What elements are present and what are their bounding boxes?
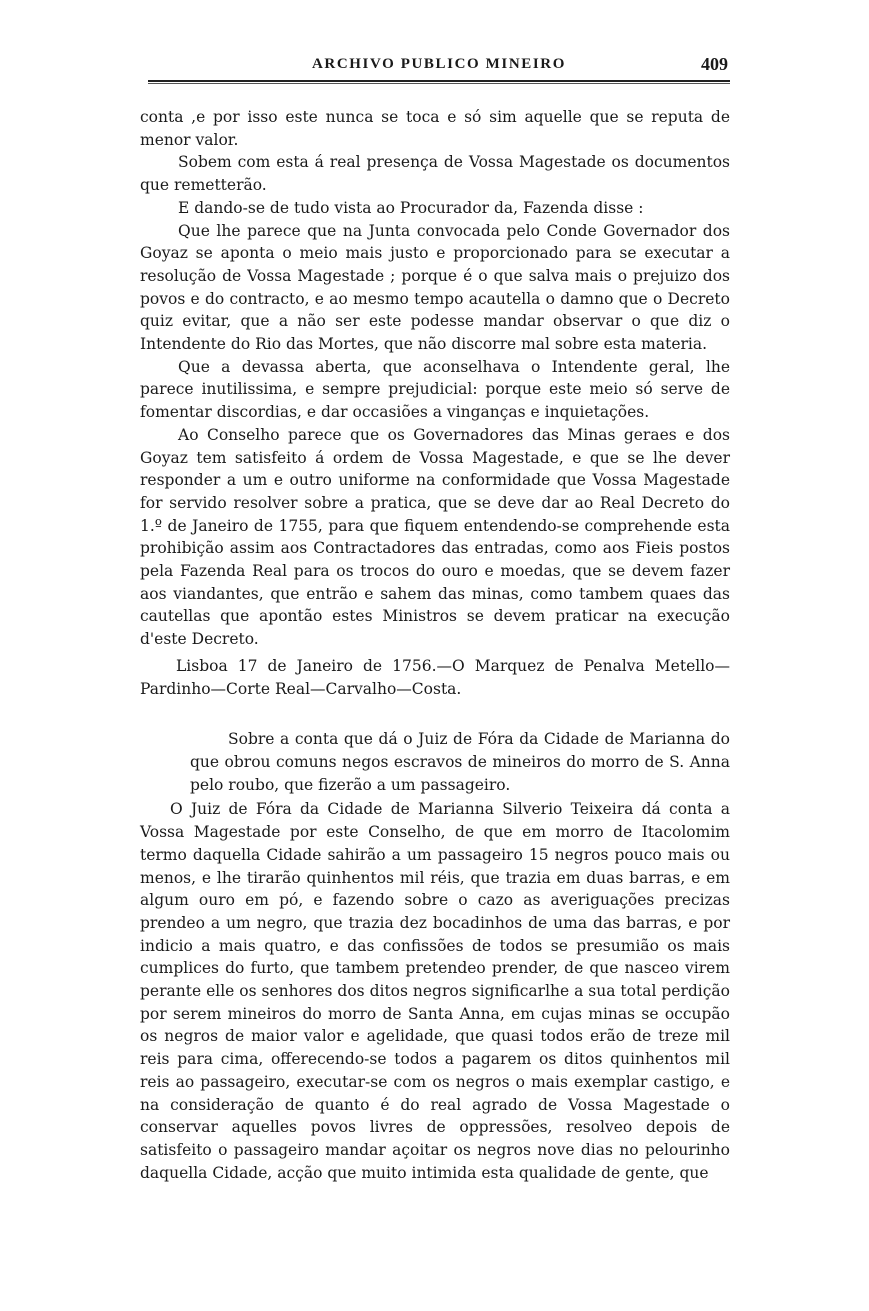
paragraph: Que lhe parece que na Junta convocada pelo Conde Governador dos Goyaz se aponta o meio mais justo e proporcionado para se executar a resolução de Vossa Magestade ; porque é o que salva mais o prejuizo dos povos e do contracto, e ao mesmo tempo acautella o damno que o Decreto quiz evitar, que a não ser este podesse mandar observar o que diz o Intendente do Rio das Mortes, que não discorre mal sobre esta materia. [140,221,730,354]
signature-line: Lisboa 17 de Janeiro de 1756.—O Marquez de Penalva Metello—Pardinho—Corte Real—Carvalho—Costa. [140,656,730,698]
paragraph: Que a devassa aberta, que aconselhava o Intendente geral, lhe parece inutilissima, e sempre prejudicial: porque este meio só serve de fomentar discordias, e dar occasiões a vinganças e inquietações. [140,357,730,422]
paragraph: Sobem com esta á real presença de Vossa Magestade os documentos que remetterão. [140,153,730,195]
paragraph: conta ,e por isso este nunca se toca e só sim aquelle que se reputa de menor valor. [140,108,730,149]
running-title: ARCHIVO PUBLICO MINEIRO [311,56,566,72]
paragraph: O Juiz de Fóra da Cidade de Marianna Silverio Teixeira dá conta a Vossa Magestade por este Conselho, de que em morro de Itacolomim termo daquella Cidade sahirão a um passageiro 15 negros pouco mais ou menos, e lhe tirarão quinhentos mil réis, que trazia em duas barras, e em algum ouro em pó, e fazendo sobre o cazo as averiguações precizas prendeo a um negro, que trazia dez bocadinhos de uma das barras, e por indicio a mais quatro, e das confissões de todos se presumião os mais cumplices do furto, que tambem pretendeo prender, de que nasceo virem perante elle os senhores dos ditos negros significarlhe a sua total perdição por serem mineiros do morro de Santa Anna, em cujas minas se occupão os negros de maior valor e agelidade, que quasi todos erão de treze mil reis para cima, offerecendo-se todos a pagarem os ditos quinhentos mil reis ao passageiro, executar-se com os negros o mais exemplar castigo, e na consideração de quanto é do real agrado de Vossa Magestade o conservar aquelles povos livres de oppressões, resolveo depois de satisfeito o passageiro mandar açoitar os negros nove dias no pelourinho daquella Cidade, acção que muito intimida esta qualidade de gente, que [140,800,730,1182]
section-summary: Sobre a conta que dá o Juiz de Fóra da Cidade de Marianna do que obrou comuns negos escravos de mineiros do morro de S. Anna pelo roubo, que fizerão a um passageiro. [190,730,730,794]
body-text [140,106,730,1184]
paragraph: E dando-se de tudo vista ao Procurador da, Fazenda disse : [178,198,644,217]
running-header [148,54,730,80]
page-number: 409 [701,54,728,74]
header-rule [148,80,730,84]
paragraph: Ao Conselho parece que os Governadores das Minas geraes e dos Goyaz tem satisfeito á ordem de Vossa Magestade, e que se lhe dever responder a um e outro uniforme na conformidade que Vossa Magestade for servido resolver sobre a pratica, que se deve dar ao Real Decreto do 1.º de Janeiro de 1755, para que fiquem entendendo-se comprehende esta prohibição assim aos Contractadores das entradas, como aos Fieis postos pela Fazenda Real para os trocos do ouro e moedas, que se devem fazer aos viandantes, que entrão e sahem das minas, como tambem quaes das cautellas que apontão estes Ministros se devem praticar na execução d'este Decreto. [140,425,730,649]
